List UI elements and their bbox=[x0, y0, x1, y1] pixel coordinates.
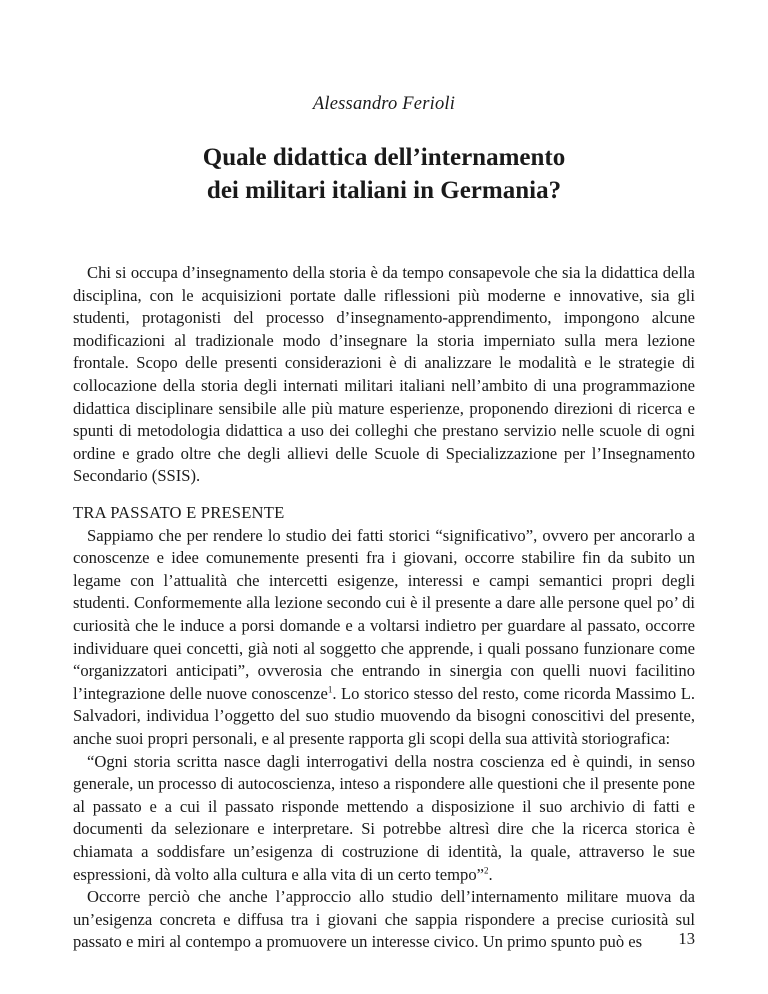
paragraph-1-text-a: Sappiamo che per rendere lo studio dei fatti storici “significativo”, ovvero per ancorarlo a conoscenze e idee comunemente presenti fra i giovani, occorre stabilire fin da subito un legame con l’attualità che intercetti esigenze, interessi e campi semantici propri degli studenti. Conformemente alla lezione secondo cui è il presente a dare alle persone quel po’ di curiosità che le induce a porsi domande e a voltarsi indietro per guardare al passato, occorre individuare quei concetti, già noti al soggetto che apprende, i quali possano funzionare come “organizzatori anticipati”, ovverosia che entrando in sinergia con quelli nuovi facilitino l’integrazione delle nuove conoscenze bbox=[73, 525, 695, 703]
footnote-ref-1: 1 bbox=[327, 684, 333, 695]
section-heading: TRA PASSATO E PRESENTE bbox=[73, 503, 285, 522]
body-paragraph-3: Occorre perciò che anche l’approccio allo studio dell’internamento militare muova da un’esigenza concreta e diffusa tra i giovani che sappia rispondere a precise curiosità sul passato e miri al contempo a promuovere un interesse civico. Un primo spunto può es bbox=[73, 887, 695, 952]
article-title bbox=[73, 141, 695, 207]
body-paragraph-1 bbox=[73, 525, 695, 751]
document-page bbox=[73, 0, 695, 994]
section-block bbox=[73, 502, 695, 954]
quote-end: . bbox=[488, 864, 493, 884]
footnote-ref-2: 2 bbox=[484, 864, 489, 875]
title-line-2: dei militari italiani in Germania? bbox=[206, 177, 562, 204]
title-line-1: Quale didattica dell’internamento bbox=[202, 144, 566, 171]
intro-paragraph: Chi si occupa d’insegnamento della storia è da tempo consapevole che sia la didattica della disciplina, con le acquisizioni portate dalle riflessioni più moderne e innovative, sia gli studenti, protagonisti del processo d’insegnamento-apprendimento, impongono alcune modificazioni al tradizionale modo d’insegnare la storia imperniato sulla mera lezione frontale. Scopo delle presenti considerazioni è di analizzare le modalità e le strategie di collocazione della storia degli internati militari italiani nell’ambito di una programmazione didattica disciplinare sensibile alle più mature esperienze, proponendo direzioni di ricerca e spunti di metodologia didattica a uso dei colleghi che prestano servizio nelle scuole di ogni ordine e grado oltre che degli allievi delle Scuole di Specializzazione per l’Insegnamento Secondario (SSIS). bbox=[73, 263, 695, 486]
quote-text: “Ogni storia scritta nasce dagli interrogativi della nostra coscienza ed è quindi, in senso generale, un processo di autocoscienza, inteso a rispondere alle questioni che il presente pone al passato e a cui il passato risponde mettendo a disposizione il suo archivio di fatti e documenti da selezionare e interpretare. Si potrebbe altresì dire che la ricerca storica è chiamata a soddisfare un’esigenza di costruzione di identità, la quale, attraverso le sue espressioni, dà volto alla cultura e alla vita di un certo tempo” bbox=[73, 751, 695, 884]
intro-block bbox=[73, 262, 695, 488]
quote-paragraph bbox=[73, 751, 695, 887]
paragraph-1-text-b: . Lo storico stesso del resto, come ricorda Massimo L. Salvadori, individua l’oggetto del suo studio muovendo da bisogni conoscitivi del presente, anche suoi propri personali, e al presente rapporta gli scopi della sua attività storiografica: bbox=[73, 683, 695, 748]
page-number: 13 bbox=[678, 929, 695, 948]
author-name: Alessandro Ferioli bbox=[312, 94, 456, 114]
